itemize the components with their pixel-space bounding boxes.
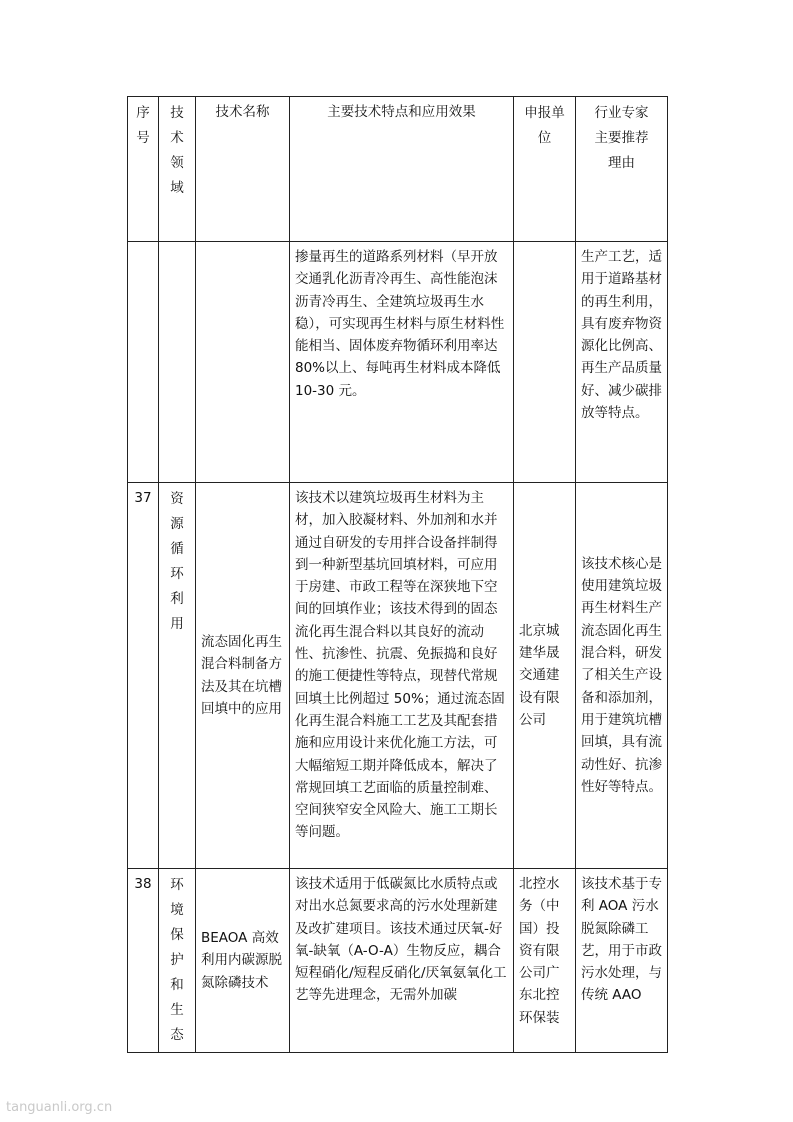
row-field-char: 环: [170, 877, 184, 893]
table-row: [128, 483, 668, 869]
header-field: [159, 97, 196, 242]
row-seq: [128, 242, 159, 483]
row-reason: 生产工艺，适用于道路基材的再生利用，具有废弃物资源化比例高、再生产品质量好、减少碳排放等特点。: [576, 242, 668, 483]
row-field-char: 护: [170, 952, 184, 968]
header-row: [128, 97, 668, 242]
row-field: [159, 242, 196, 483]
header-field-char: 技: [170, 105, 184, 121]
row-field-char: 循: [170, 541, 184, 557]
header-seq-char: 号: [136, 130, 150, 146]
header-reason: [576, 97, 668, 242]
row-field-char: 利: [170, 591, 184, 607]
header-reason-line: 理由: [608, 155, 635, 171]
row-tech-name: BEAOA 高效利用内碳源脱氮除磷技术: [196, 869, 290, 1053]
row-unit: 北控水务（中国）投资有限公司广东北控环保装: [514, 869, 576, 1053]
header-features: 主要技术特点和应用效果: [290, 97, 514, 242]
row-field-char: 和: [170, 977, 184, 993]
row-field: [159, 483, 196, 869]
header-field-char: 领: [170, 155, 184, 171]
row-reason: 该技术基于专利 AOA 污水脱氮除磷工艺，用于市政污水处理，与传统 AAO: [576, 869, 668, 1053]
header-field-char: 域: [170, 180, 184, 196]
header-seq-char: 序: [136, 105, 150, 121]
row-field-char: 境: [170, 902, 184, 918]
row-field-char: 资: [170, 491, 184, 507]
header-field-char: 术: [170, 130, 184, 146]
header-reason-line: 主要推荐: [594, 130, 649, 146]
header-unit: [514, 97, 576, 242]
row-seq: 38: [128, 869, 159, 1053]
row-features: 该技术适用于低碳氮比水质特点或对出水总氮要求高的污水处理新建及改扩建项目。该技术通过厌氧-好氧-缺氧（A-O-A）生物反应，耦合短程硝化/短程反硝化/厌氧氨氧化工艺等先进理念，无需外加碳: [290, 869, 514, 1053]
row-field-char: 环: [170, 566, 184, 582]
technology-table: [127, 96, 668, 1053]
row-features: 掺量再生的道路系列材料（早开放交通乳化沥青冷再生、高性能泡沫沥青冷再生、全建筑垃圾再生水稳），可实现再生材料与原生材料性能相当、固体废弃物循环利用率达 80%以上、每吨再生材料成本降低 10-30 元。: [290, 242, 514, 483]
header-reason-line: 行业专家: [594, 105, 649, 121]
row-reason: 该技术核心是使用建筑垃圾再生材料生产流态固化再生混合料，研发了相关生产设备和添加剂，用于建筑坑槽回填，具有流动性好、抗渗性好等特点。: [576, 483, 668, 869]
row-features: 该技术以建筑垃圾再生材料为主材，加入胶凝材料、外加剂和水并通过自研发的专用拌合设备拌制得到一种新型基坑回填材料，可应用于房建、市政工程等在深狭地下空间的回填作业；该技术得到的固态流化再生混合料以其良好的流动性、抗渗性、抗震、免振捣和良好的施工便捷性等特点，现替代常规回填土比例超过 50%；通过流态固化再生混合料施工工艺及其配套措施和应用设计来优化施工方法，可大幅缩短工期并降低成本，解决了常规回填工艺面临的质量控制难、空间狭窄安全风险大、施工工期长等问题。: [290, 483, 514, 869]
table-row: [128, 869, 668, 1053]
row-field-char: 保: [170, 927, 184, 943]
row-tech-name: 流态固化再生混合料制备方法及其在坑槽回填中的应用: [196, 483, 290, 869]
row-seq: 37: [128, 483, 159, 869]
row-field-char: 用: [170, 616, 184, 632]
header-name: 技术名称: [196, 97, 290, 242]
row-field-char: 态: [170, 1027, 184, 1043]
row-field-char: 源: [170, 516, 184, 532]
header-seq: [128, 97, 159, 242]
watermark-text: tanguanli.org.cn: [6, 1100, 113, 1115]
row-field-char: 生: [170, 1002, 184, 1018]
row-unit: [514, 242, 576, 483]
row-unit: 北京城建华晟交通建设有限公司: [514, 483, 576, 869]
header-unit-line: 申报单: [524, 105, 565, 121]
row-tech-name: [196, 242, 290, 483]
header-unit-line: 位: [537, 130, 552, 146]
row-field: [159, 869, 196, 1053]
table-row: [128, 242, 668, 483]
